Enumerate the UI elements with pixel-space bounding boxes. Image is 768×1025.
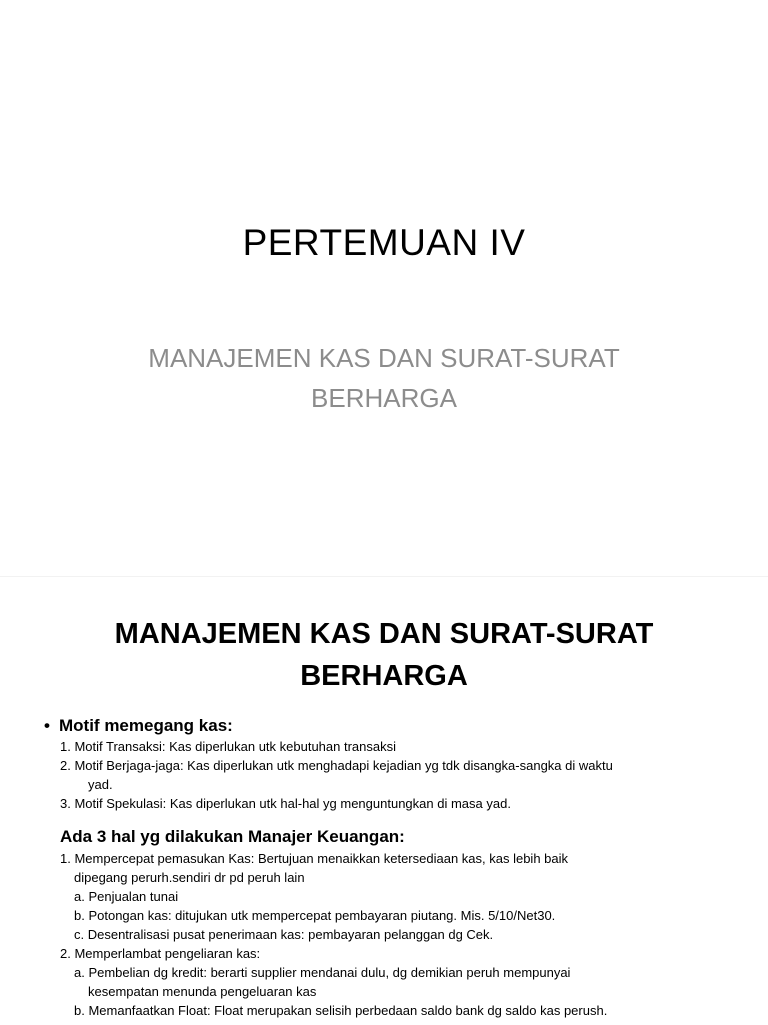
manajer-subitem: c. Desentralisasi pusat penerimaan kas: pembayaran pelanggan dg Cek. [74,927,494,942]
manajer-subitem-continued: kesempatan menunda pengeluaran kas [88,984,317,999]
motif-heading-text: Motif memegang kas: [59,716,233,735]
slide-1-title: PERTEMUAN IV [242,222,526,263]
motif-item: 2. Motif Berjaga-jaga: Kas diperlukan utk menghadapi kejadian yg tdk disangka-sangka di waktu [60,758,613,773]
slide-1-subtitle-line-2: BERHARGA [311,383,457,413]
slide-2 [0,576,768,1025]
slide-2-title [60,613,708,697]
slide-2-title-line-1: MANAJEMEN KAS DAN SURAT-SURAT [114,618,654,650]
motif-item: 1. Motif Transaksi: Kas diperlukan utk kebutuhan transaksi [60,739,397,754]
slide-2-title-line-2: BERHARGA [300,660,468,692]
slide-2-body [44,715,734,1020]
manajer-item: 2. Memperlambat pengeliaran kas: [60,946,261,961]
manajer-subitem: a. Pembelian dg kredit: berarti supplier mendanai dulu, dg demikian peruh mempunyai [74,965,571,980]
manajer-subitem: b. Potongan kas: ditujukan utk mempercepat pembayaran piutang. Mis. 5/10/Net30. [74,908,556,923]
motif-item-continued: yad. [88,777,113,792]
manajer-subitem: b. Memanfaatkan Float: Float merupakan selisih perbedaan saldo bank dg saldo kas perush. [74,1003,608,1018]
slide-1-subtitle-line-1: MANAJEMEN KAS DAN SURAT-SURAT [148,343,620,373]
slide-1-subtitle [90,338,678,418]
motif-heading [44,715,734,737]
manajer-item-continued: dipegang perurh.sendiri dr pd peruh lain [74,870,305,885]
manajer-heading: Ada 3 hal yg dilakukan Manajer Keuangan: [60,827,405,846]
bullet-mark: • [44,716,50,735]
manajer-subitem: a. Penjualan tunai [74,889,179,904]
manajer-item: 1. Mempercepat pemasukan Kas: Bertujuan menaikkan ketersediaan kas, kas lebih baik [60,851,569,866]
motif-item: 3. Motif Spekulasi: Kas diperlukan utk hal-hal yg menguntungkan di masa yad. [60,796,511,811]
